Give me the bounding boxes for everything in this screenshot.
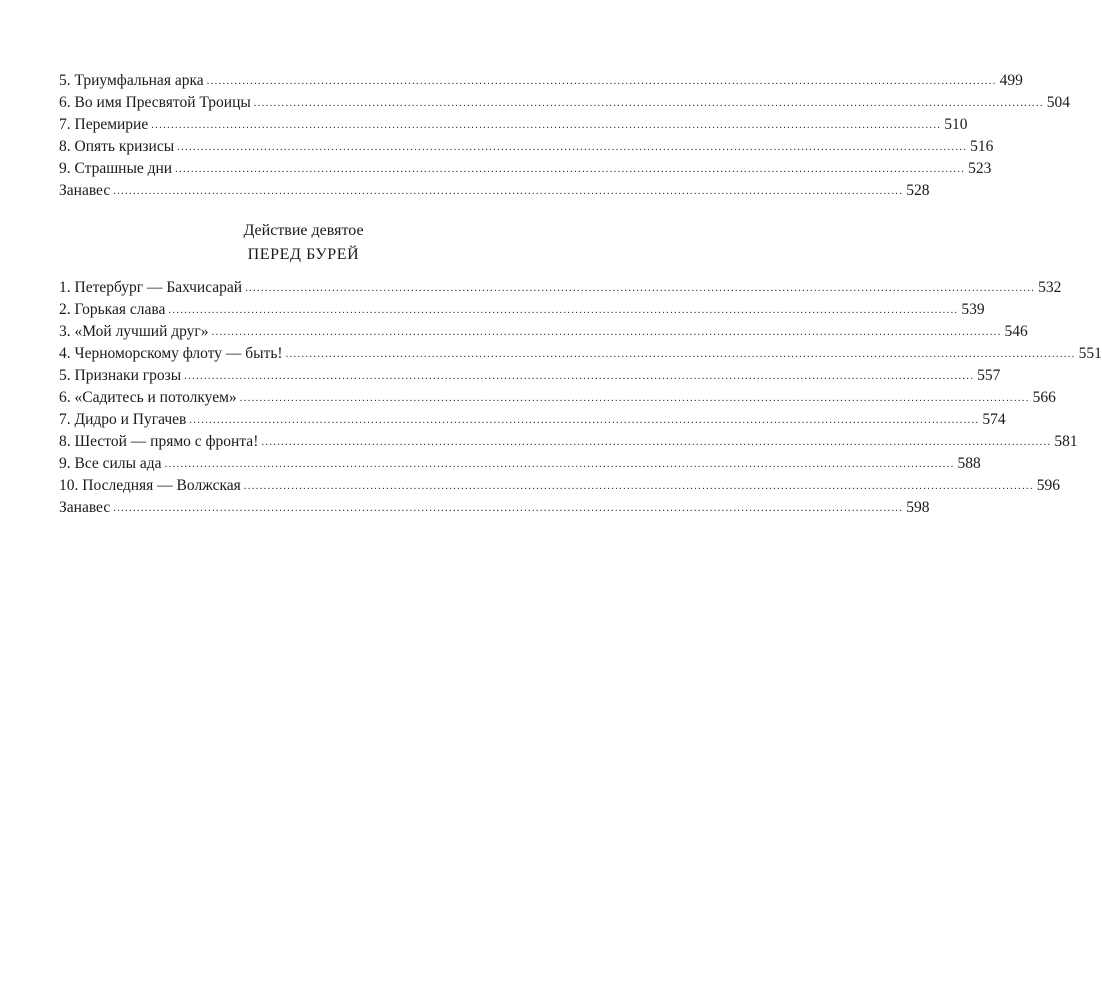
toc-entry (59, 365, 1001, 387)
toc-entry-page-number: 551 (1078, 345, 1102, 362)
toc-entry-page-number: 523 (968, 160, 992, 177)
toc-entry (59, 92, 1071, 114)
table-of-contents-page (59, 70, 1102, 519)
toc-entry (59, 409, 1006, 431)
toc-entry (59, 387, 1056, 409)
toc-entry-title: 8. Опять кризисы (59, 138, 175, 155)
dot-leader: ........................................................................................................................................................................................................ (285, 348, 1076, 360)
act-label: Действие девятое (243, 222, 364, 239)
toc-entry-page-number: 516 (970, 138, 994, 155)
toc-entry-title: 7. Перемирие (59, 116, 149, 133)
dot-leader: ........................................................................................................................................................................................................ (151, 119, 942, 131)
act-title: ПЕРЕД БУРЕЙ (247, 246, 360, 263)
toc-entry-page-number: 528 (906, 182, 930, 199)
toc-entry-title: 5. Триумфальная арка (59, 72, 204, 89)
toc-entry-title: 6. «Садитесь и потолкуем» (59, 389, 237, 406)
toc-entry (59, 431, 1078, 453)
dot-leader: ........................................................................................................................................................................................................ (243, 480, 1034, 492)
toc-entry-page-number: 574 (982, 411, 1006, 428)
toc-entry-page-number: 557 (977, 367, 1001, 384)
toc-entry-page-number: 499 (999, 72, 1023, 89)
dot-leader: ........................................................................................................................................................................................................ (113, 185, 904, 197)
toc-list-act-nine (59, 277, 1102, 519)
toc-entry (59, 299, 985, 321)
toc-list-act-eight (59, 70, 1071, 202)
dot-leader: ........................................................................................................................................................................................................ (189, 414, 980, 426)
toc-entry (59, 114, 968, 136)
toc-entry-page-number: 581 (1054, 433, 1078, 450)
dot-leader: ........................................................................................................................................................................................................ (177, 141, 968, 153)
toc-entry-title: 3. «Мой лучший друг» (59, 323, 209, 340)
dot-leader: ........................................................................................................................................................................................................ (164, 458, 955, 470)
toc-entry-title: 5. Признаки грозы (59, 367, 182, 384)
toc-entry (59, 180, 930, 202)
dot-leader: ........................................................................................................................................................................................................ (261, 436, 1052, 448)
toc-entry (59, 158, 992, 180)
toc-entry-title: 2. Горькая слава (59, 301, 166, 318)
toc-entry-title: Занавес (59, 499, 111, 516)
dot-leader: ........................................................................................................................................................................................................ (245, 282, 1036, 294)
toc-entry (59, 343, 1102, 365)
toc-entry-title: 8. Шестой — прямо с фронта! (59, 433, 259, 450)
dot-leader: ........................................................................................................................................................................................................ (239, 392, 1030, 404)
toc-entry (59, 497, 930, 519)
toc-entry (59, 475, 1061, 497)
toc-entry-title: 6. Во имя Пресвятой Троицы (59, 94, 251, 111)
toc-entry (59, 321, 1028, 343)
toc-entry-page-number: 596 (1036, 477, 1061, 494)
dot-leader: ........................................................................................................................................................................................................ (175, 163, 966, 175)
toc-entry-title: 9. Все силы ада (59, 455, 162, 472)
dot-leader: ........................................................................................................................................................................................................ (168, 304, 959, 316)
toc-entry-page-number: 588 (957, 455, 981, 472)
dot-leader: ........................................................................................................................................................................................................ (206, 75, 997, 87)
dot-leader: ........................................................................................................................................................................................................ (211, 326, 1002, 338)
dot-leader: ........................................................................................................................................................................................................ (113, 502, 904, 514)
toc-entry-title: 1. Петербург — Бахчисарай (59, 279, 243, 296)
toc-entry-page-number: 510 (944, 116, 968, 133)
toc-entry-page-number: 504 (1046, 94, 1071, 111)
toc-entry-title: 4. Черноморскому флоту — быть! (59, 345, 283, 362)
toc-entry (59, 136, 994, 158)
toc-entry-page-number: 546 (1004, 323, 1028, 340)
toc-entry (59, 453, 981, 475)
toc-entry-page-number: 566 (1032, 389, 1056, 406)
toc-entry-title: 9. Страшные дни (59, 160, 173, 177)
toc-entry-title: 10. Последняя — Волжская (59, 477, 241, 494)
toc-entry-page-number: 539 (961, 301, 985, 318)
dot-leader: ........................................................................................................................................................................................................ (184, 370, 975, 382)
toc-entry-page-number: 532 (1038, 279, 1062, 296)
toc-entry (59, 70, 1023, 92)
dot-leader: ........................................................................................................................................................................................................ (253, 97, 1044, 109)
toc-entry-title: 7. Дидро и Пугачев (59, 411, 187, 428)
toc-entry-page-number: 598 (906, 499, 930, 516)
toc-entry-title: Занавес (59, 182, 111, 199)
toc-entry (59, 277, 1062, 299)
